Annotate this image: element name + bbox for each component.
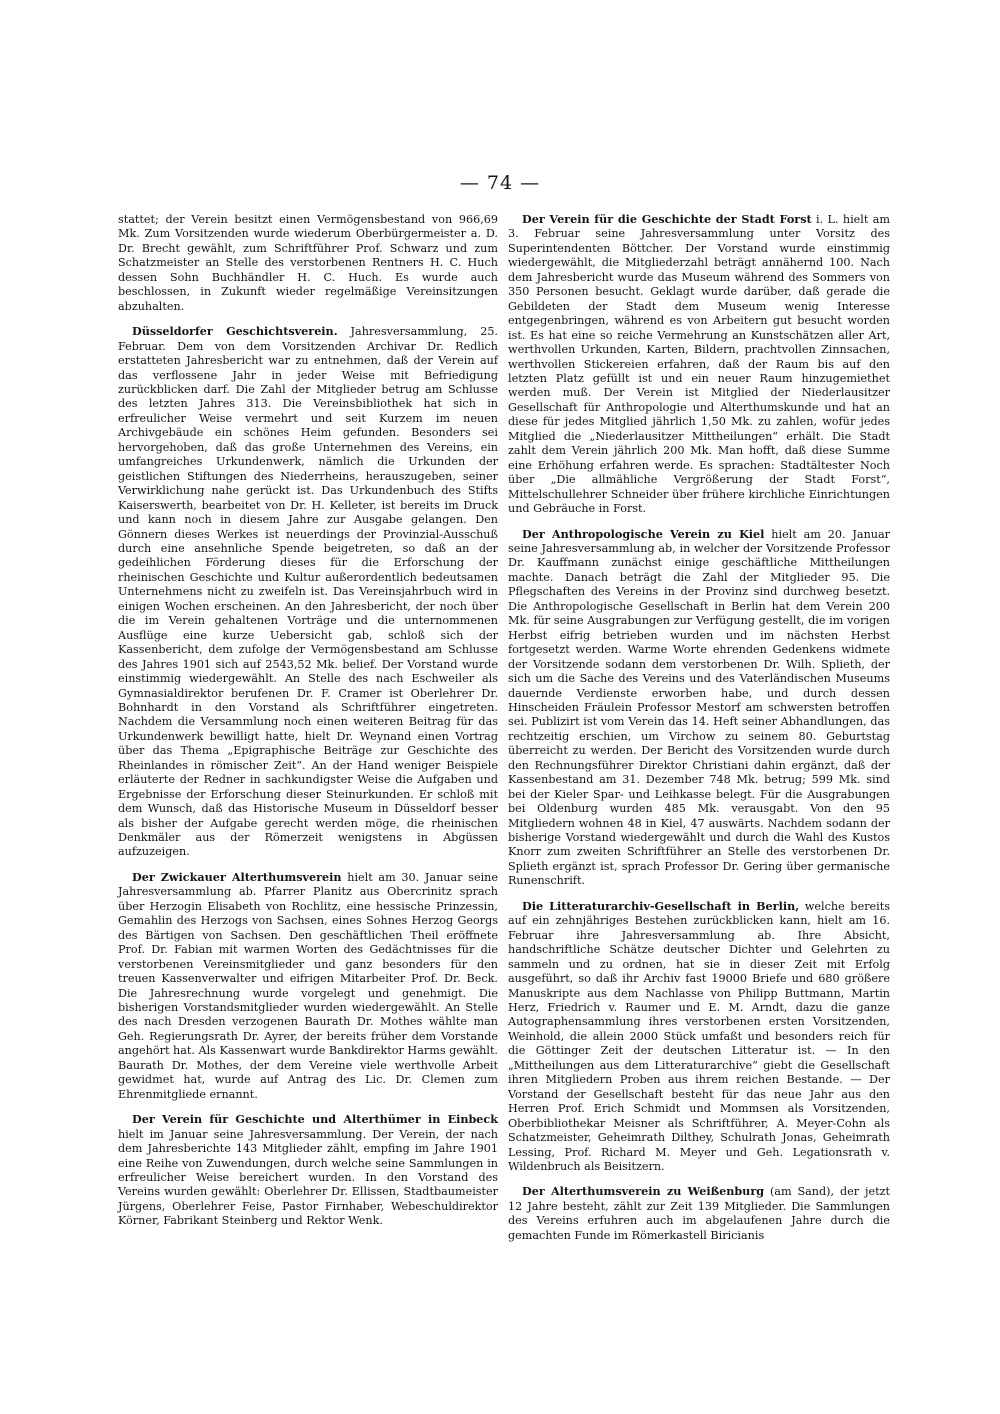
article-text: hielt im Januar seine Jahresversammlung. Der Verein, der nach dem Jahresberichte 143 Mitglieder zählt, empfing im Jahre 1901 eine Reihe von Zuwendungen, durch welche seine Sammlungen in erfreulicher Weise bereichert wurden. In den Vorstand des Vereins wurden gewählt: Oberlehrer Dr. Ellissen, Stadtbaumeister Jürgens, Oberlehrer Feise, Pastor Firnhaber, Webeschuldirektor Körner, Fabrikant Steinberg und Rektor Wenk. <box>118 1127 498 1228</box>
article-forst <box>508 212 890 517</box>
article-heading: Der Verein für Geschichte und Alterthümer in Einbeck <box>132 1112 498 1127</box>
article-text: (am Sand), der jetzt 12 Jahre besteht, zählt zur Zeit 139 Mitglieder. Die Sammlungen des Vereins erfuhren auch im abgelaufenen Jahre durch die gemachten Funde im Römerkastell Biricianis <box>508 1185 890 1242</box>
article-text: welche bereits auf ein zehnjähriges Bestehen zurückblicken kann, hielt am 16. Februar ihre Jahresversammlung ab. Ihre Absicht, handschriftliche Schätze deutscher Dichter und Gelehrten zu sammeln und zu ordnen, hat sie in dieser Zeit mit Erfolg ausgeführt, so daß ihr Archiv fast 19000 Briefe und 680 größere Manuskripte aus dem Nachlasse von Philipp Buttmann, Martin Herz, Friedrich v. Raumer und E. M. Arndt, dazu die ganze Autographensammlung ihres verstorbenen ersten Vorsitzenden, Weinhold, die allein 2000 Stück umfaßt und besonders reich für die Göttinger Zeit der deutschen Litteratur ist. — In den „Mittheilungen aus dem Litteraturarchive“ giebt die Gesellschaft ihren Mitgliedern Proben aus ihrem reichen Bestande. — Der Vorstand der Gesellschaft besteht für das neue Jahr aus den Herren Prof. Erich Schmidt und Mommsen als Vorsitzenden, Oberbibliothekar Meisner als Schriftführer, A. Meyer-Cohn als Schatzmeister, Geheimrath Dilthey, Schulrath Jonas, Geheimrath Lessing, Prof. Richard M. Meyer und Geh. Legationsrath v. Wildenbruch als Beisitzern. <box>508 899 890 1173</box>
article-heading: Der Anthropologische Verein zu Kiel <box>522 526 765 541</box>
article-heading: Die Litteraturarchiv-Gesellschaft in Berlin, <box>522 898 800 913</box>
article-text: hielt am 20. Januar seine Jahresversammlung ab, in welcher der Vorsitzende Professor Dr. Kauffmann zunächst einige geschäftliche Mittheilungen machte. Danach beträgt die Zahl der Mitglieder 95. Die Pflegschaften des Vereins in der Provinz sind durchweg besetzt. Die Anthropologische Gesellschaft in Berlin hat dem Verein 200 Mk. für seine Ausgrabungen zur Verfügung gestellt, die im vorigen Herbst eifrig betrieben wurden und im nächsten Herbst fortgesetzt werden. Warme Worte ehrenden Gedenkens widmete der Vorsitzende sodann dem verstorbenen Dr. Wilh. Splieth, der sich um die Sache des Vereins und des Vaterländischen Museums dauernde Verdienste erworben habe, und durch dessen Hinscheiden Fräulein Professor Mestorf am schwersten betroffen sei. Publizirt ist vom Verein das 14. Heft seiner Abhandlungen, das rechtzeitig erschien, um Virchow zu seinem 80. Geburtstag überreicht zu werden. Der Bericht des Vorsitzenden wurde durch den Rechnungsführer Direktor Christiani dahin ergänzt, daß der Kassenbestand am 31. Dezember 748 Mk. betrug; 599 Mk. sind bei der Kieler Spar- und Leihkasse belegt. Für die Ausgrabungen bei Oldenburg wurden 485 Mk. verausgabt. Von den 95 Mitgliedern wohnen 48 in Kiel, 47 auswärts. Nachdem sodann der bisherige Vorstand wiedergewählt und durch die Wahl des Kustos Knorr zum zweiten Schriftführer an Stelle des verstorbenen Dr. Splieth ergänzt ist, sprach Professor Dr. Gering über germanische Runenschrift. <box>508 527 890 888</box>
article-heading: Der Alterthumsverein zu Weißenburg <box>522 1184 765 1199</box>
page-number: — 74 — <box>459 172 541 194</box>
article-weissenburg <box>508 1184 890 1243</box>
right-column <box>508 212 890 1253</box>
article-kiel <box>508 527 890 889</box>
left-column <box>118 212 498 1239</box>
article-heading: Der Zwickauer Alterthumsverein <box>132 869 342 884</box>
article-heading: Der Verein für die Geschichte der Stadt Forst <box>522 212 812 226</box>
article-text: Jahresversammlung, 25. Februar. Dem von dem Vorsitzenden Archivar Dr. Redlich erstatteten Jahresbericht war zu entnehmen, daß der Verein auf das verflossene Jahr in jeder Weise mit Befriedigung zurückblicken darf. Die Zahl der Mitglieder betrug am Schlusse des letzten Jahres 313. Die Vereinsbibliothek hat sich in erfreulicher Weise vermehrt und seit Kurzem im neuen Archivgebäude ein schönes Heim gefunden. Besonders sei hervorgehoben, daß das große Unternehmen des Vereins, ein umfangreiches Urkundenwerk, nämlich die Urkunden der geistlichen Stiftungen des Niederrheins, herauszugeben, seiner Verwirklichung nahe gerückt ist. Das Urkundenbuch des Stifts Kaiserswerth, bearbeitet von Dr. H. Kelleter, ist bereits im Druck und kann noch in diesem Jahre zur Ausgabe gelangen. Den Gönnern dieses Werkes ist neuerdings der Provinzial-Ausschuß durch eine ansehnliche Spende beigetreten, so daß an der gedeihlichen Förderung dieses für die Erforschung der rheinischen Geschichte und Kultur außerordentlich bedeutsamen Unternehmens nicht zu zweifeln ist. Das Vereinsjahrbuch wird in einigen Wochen erscheinen. An den Jahresbericht, der noch über die im Verein gehaltenen Vorträge und die unternommenen Ausflüge eine kurze Uebersicht gab, schloß sich der Kassenbericht, dem zufolge der Vermögensbestand am Schlusse des Jahres 1901 sich auf 2543,52 Mk. belief. Der Vorstand wurde einstimmig wiedergewählt. An Stelle des nach Eschweiler als Gymnasialdirektor berufenen Dr. F. Cramer ist Oberlehrer Dr. Bohnhardt in den Vorstand als Schriftführer eingetreten. Nachdem die Versammlung noch einen weiteren Beitrag für das Urkundenwerk bewilligt hatte, hielt Dr. Weynand einen Vortrag über das Thema „Epigraphische Beiträge zur Geschichte des Rheinlandes in römischer Zeit“. An der Hand weniger Beispiele erläuterte der Redner in sachkundigster Weise die Aufgaben und Ergebnisse der Erforschung dieser Steinurkunden. Er schloß mit dem Wunsch, daß das Historische Museum in Düsseldorf besser als bisher der Aufgabe gerecht werden möge, die rheinischen Denkmäler aus der Römerzeit wenigstens in Abgüssen aufzuzeigen. <box>118 325 498 859</box>
article-einbeck <box>118 1112 498 1229</box>
article-duesseldorf <box>118 324 498 860</box>
article-text: stattet; der Verein besitzt einen Vermögensbestand von 966,69 Mk. Zum Vorsitzenden wurde wiederum Oberbürgermeister a. D. Dr. Brecht gewählt, zum Schriftführer Prof. Schwarz und zum Schatzmeister an Stelle des verstorbenen Rentners H. C. Huch dessen Sohn Buchhändler H. C. Huch. Es wurde auch beschlossen, in Zukunft wieder regelmäßige Vereinsitzungen abzuhalten. <box>118 213 498 313</box>
article-heading: Düsseldorfer Geschichtsverein. <box>132 324 338 339</box>
article-zwickau <box>118 870 498 1102</box>
article-text: hielt am 30. Januar seine Jahresversammlung ab. Pfarrer Planitz aus Obercrinitz sprach über Herzogin Elisabeth von Rochlitz, eine hessische Prinzessin, Gemahlin des Herzogs von Sachsen, eines Sohnes Herzog Georgs des Bärtigen von Sachsen. Den geschäftlichen Theil eröffnete Prof. Dr. Fabian mit warmen Worten des Gedächtnisses für die verstorbenen Vereinsmitglieder und ganz besonders für den treuen Kassenverwalter und eifrigen Mitarbeiter Prof. Dr. Beck. Die Jahresrechnung wurde vorgelegt und genehmigt. Die bisherigen Vorstandsmitglieder wurden wiedergewählt. An Stelle des nach Dresden verzogenen Baurath Dr. Mothes wählte man Geh. Regierungsrath Dr. Ayrer, der bereits früher dem Vorstande angehört hat. Als Kassenwart wurde Bankdirektor Harms gewählt. Baurath Dr. Mothes, der dem Vereine viele werthvolle Arbeit gewidmet hat, wurde auf Antrag des Lic. Dr. Clemen zum Ehrenmitgliede ernannt. <box>118 870 498 1101</box>
article-text: i. L. hielt am 3. Februar seine Jahresversammlung unter Vorsitz des Superintendenten Böttcher. Der Vorstand wurde einstimmig wiedergewählt, die Mitgliederzahl beträgt annähernd 100. Nach dem Jahresbericht wurde das Museum während des Sommers von 350 Personen besucht. Geklagt wurde darüber, daß gerade die Gebildeten der Stadt dem Museum wenig Interesse entgegenbringen, während es von Arbeitern gut besucht worden ist. Es hat eine so reiche Vermehrung an Kunstschätzen aller Art, werthvollen Urkunden, Karten, Bildern, prachtvollen Zinnsachen, werthvollen Stickereien erfahren, daß der Raum bis auf den letzten Platz gefüllt ist und ein neuer Raum hinzugemiethet werden muß. Der Verein ist Mitglied der Niederlausitzer Gesellschaft für Anthropologie und Alterthumskunde und hat an diese für jedes Mitglied jährlich 1,50 Mk. zu zahlen, wofür jedes Mitglied die „Niederlausitzer Mittheilungen“ erhält. Die Stadt zahlt dem Verein jährlich 200 Mk. Man hofft, daß diese Summe eine Erhöhung erfahren werde. Es sprachen: Stadtältester Noch über „Die allmähliche Vergrößerung der Stadt Forst“, Mittelschullehrer Schneider über frühere kirchliche Einrichtungen und Gebräuche in Forst. <box>508 213 891 516</box>
article-continuation <box>118 212 498 314</box>
article-berlin-litteraturarchiv <box>508 899 890 1175</box>
